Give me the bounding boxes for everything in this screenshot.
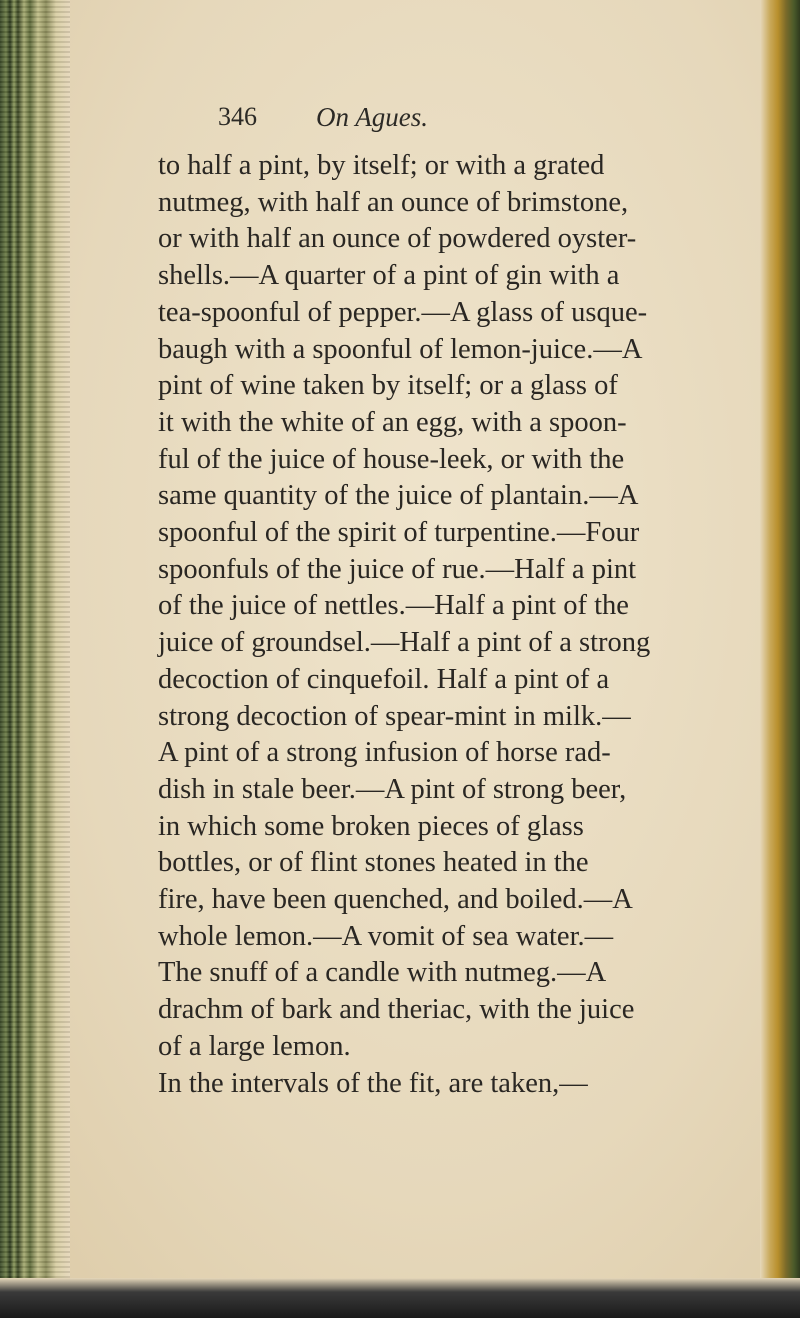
text-line: baugh with a spoonful of lemon-juice.—A	[158, 333, 643, 365]
text-line: drachm of bark and theriac, with the juice	[158, 994, 635, 1026]
text-line: fire, have been quenched, and boiled.—A	[158, 884, 633, 916]
text-line: strong decoction of spear-mint in milk.—	[158, 700, 631, 732]
text-line: decoction of cinquefoil. Half a pint of a	[158, 663, 610, 695]
text-line: bottles, or of flint stones heated in the	[158, 847, 589, 879]
text-line: same quantity of the juice of plantain.—A	[158, 480, 639, 512]
text-line: shells.—A quarter of a pint of gin with a	[158, 260, 620, 292]
text-line: juice of groundsel.—Half a pint of a strong	[158, 627, 651, 659]
text-line: tea-spoonful of pepper.—A glass of usque-	[158, 296, 648, 328]
text-line: The snuff of a candle with nutmeg.—A	[158, 957, 607, 989]
page-bottom-edge	[0, 1278, 800, 1318]
text-line: whole lemon.—A vomit of sea water.—	[158, 920, 614, 952]
page-number: 346	[218, 102, 257, 131]
text-line: pint of wine taken by itself; or a glass of	[158, 370, 618, 402]
page-header	[218, 102, 738, 138]
text-line: A pint of a strong infusion of horse rad-	[158, 737, 611, 769]
text-line: spoonfuls of the juice of rue.—Half a pint	[158, 553, 637, 585]
text-line: of the juice of nettles.—Half a pint of the	[158, 590, 629, 622]
text-line: dish in stale beer.—A pint of strong beer,	[158, 773, 627, 805]
binding-gutter	[0, 0, 70, 1318]
text-line: In the intervals of the fit, are taken,—	[158, 1067, 588, 1099]
text-line: it with the white of an egg, with a spoon-	[158, 406, 627, 438]
text-line: or with half an ounce of powdered oyster-	[158, 223, 637, 255]
running-title: On Agues.	[316, 102, 428, 132]
body-text	[158, 148, 758, 1102]
text-line: spoonful of the spirit of turpentine.—Four	[158, 517, 640, 549]
text-line: to half a pint, by itself; or with a grated	[158, 150, 605, 181]
text-line: in which some broken pieces of glass	[158, 810, 584, 842]
text-line: of a large lemon.	[158, 1030, 351, 1062]
page-edge	[760, 0, 800, 1318]
text-line: ful of the juice of house-leek, or with the	[158, 443, 625, 475]
text-line: nutmeg, with half an ounce of brimstone,	[158, 186, 629, 218]
